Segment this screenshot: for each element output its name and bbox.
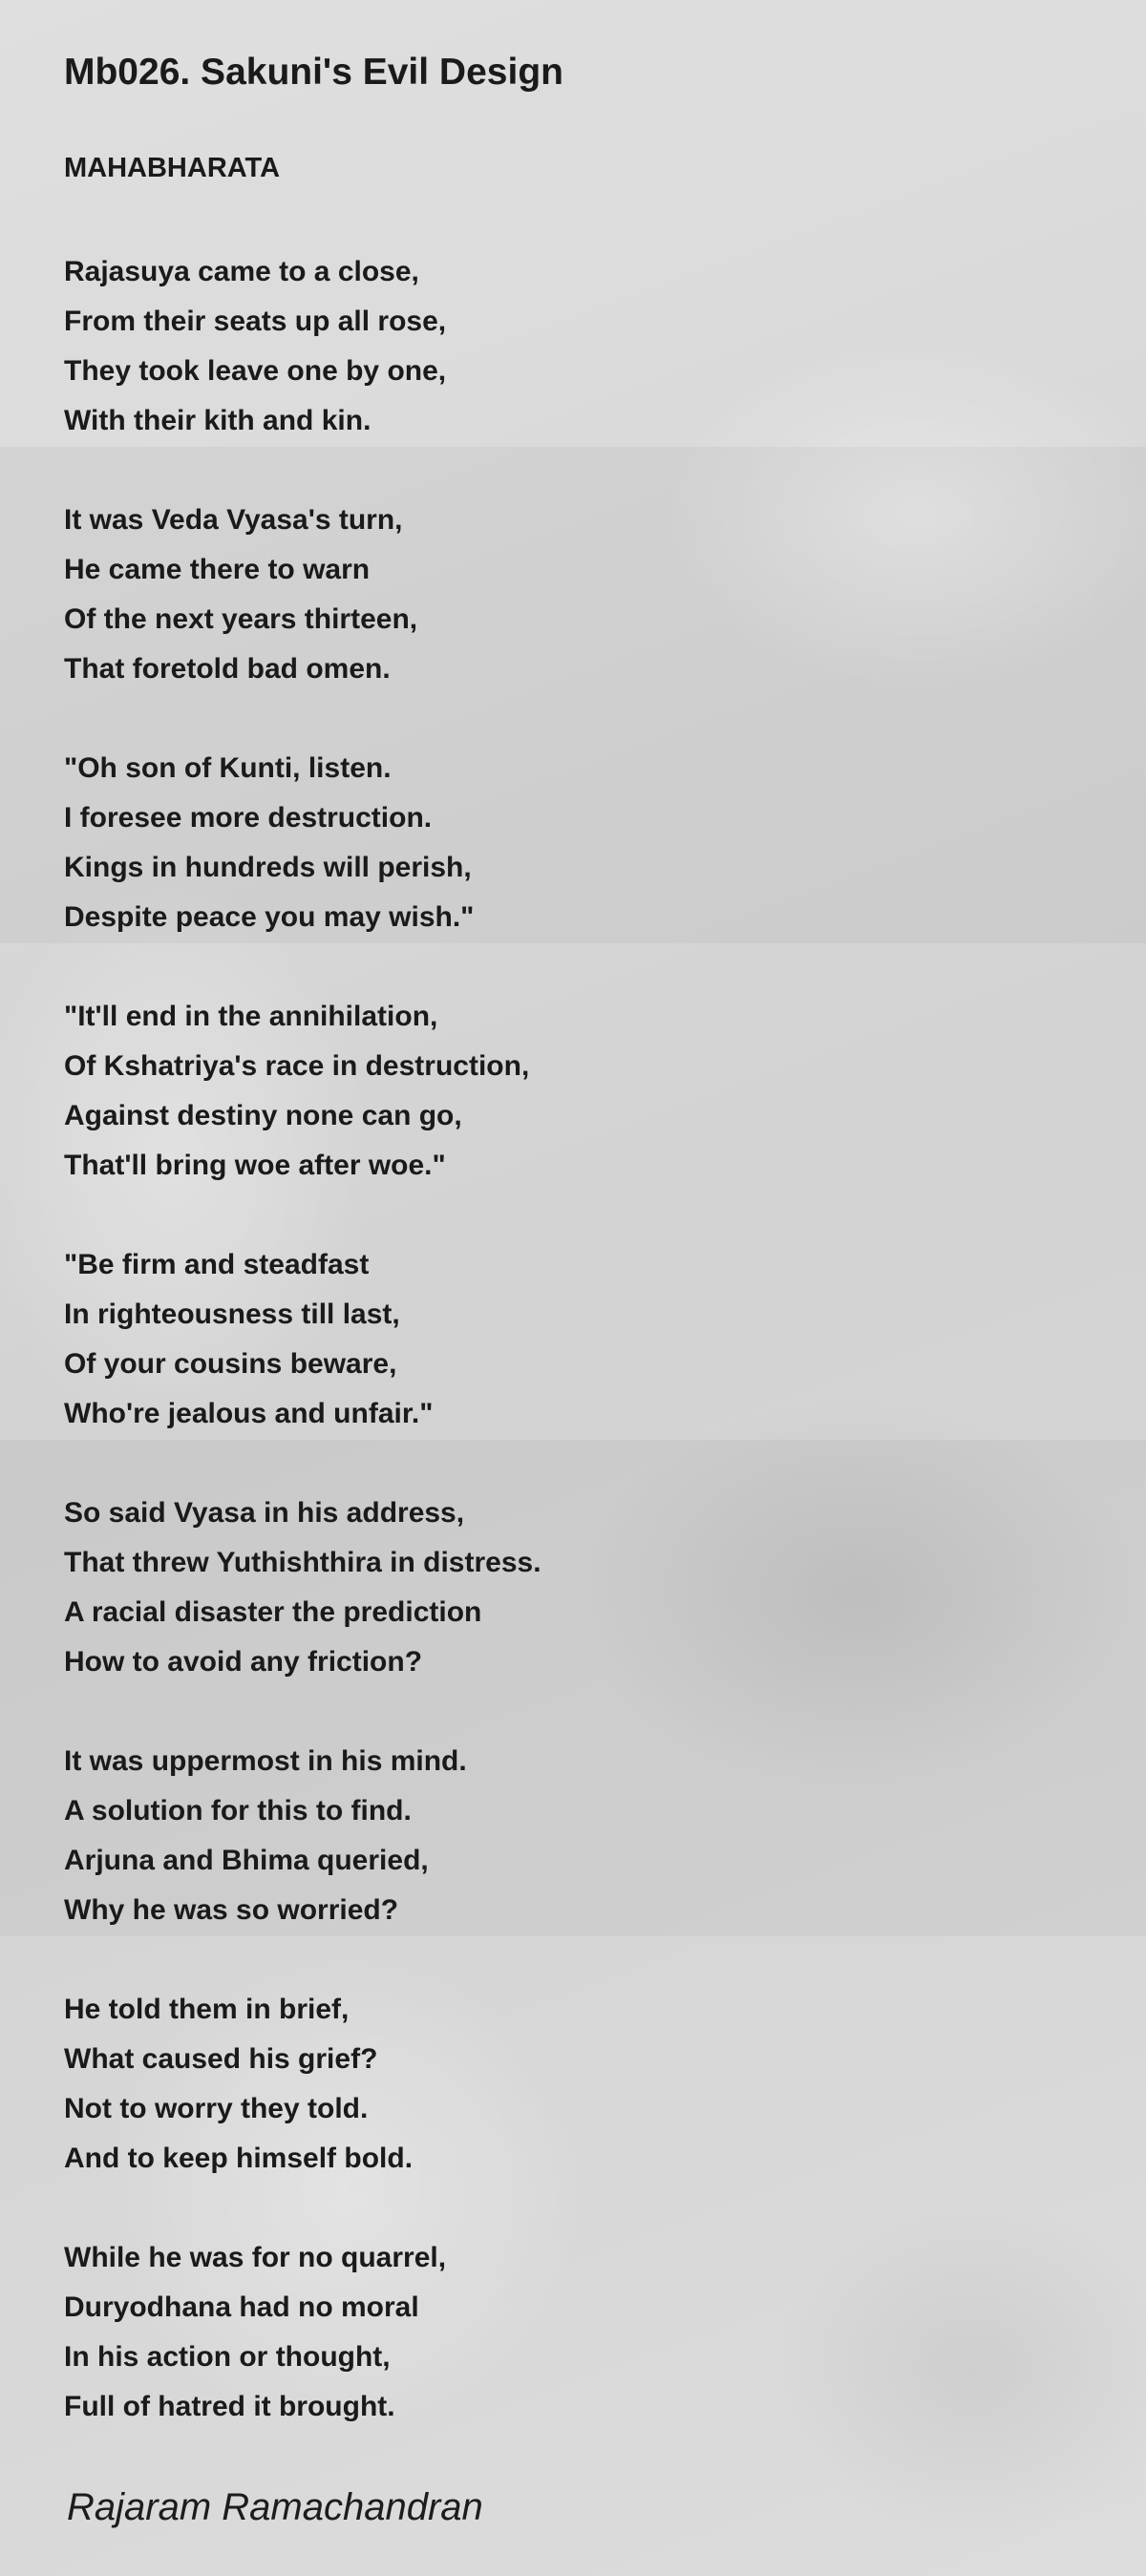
poem-line: Of Kshatriya's race in destruction, (64, 1050, 530, 1082)
poem-line: Duryodhana had no moral (64, 2291, 419, 2323)
poem-line: "Oh son of Kunti, listen. (64, 752, 392, 784)
poem-line: Not to worry they told. (64, 2093, 369, 2124)
stanza (64, 496, 541, 694)
poem-line: Arjuna and Bhima queried, (64, 1845, 429, 1876)
poem-line: He came there to warn (64, 554, 371, 585)
poem-line: I foresee more destruction. (64, 802, 433, 834)
poem-body (64, 247, 541, 2481)
poem-line: So said Vyasa in his address, (64, 1497, 465, 1529)
poem-line: Who're jealous and unfair." (64, 1398, 434, 1429)
poem-line: He told them in brief, (64, 1994, 350, 2025)
poem-line: What caused his grief? (64, 2043, 378, 2075)
stanza (64, 1985, 541, 2184)
stanza (64, 744, 541, 942)
poem-author: Rajaram Ramachandran (67, 2486, 483, 2528)
stanza (64, 992, 541, 1191)
poem-line: Full of hatred it brought. (64, 2391, 395, 2422)
poem-line: It was uppermost in his mind. (64, 1745, 467, 1777)
poem-line: Despite peace you may wish." (64, 901, 475, 933)
poem-line: Kings in hundreds will perish, (64, 852, 472, 883)
poem-line: A solution for this to find. (64, 1795, 412, 1826)
poem-line: And to keep himself bold. (64, 2143, 414, 2174)
stanza (64, 2233, 541, 2432)
poem-line: From their seats up all rose, (64, 306, 447, 337)
poem-line: How to avoid any friction? (64, 1646, 423, 1678)
stanza (64, 247, 541, 446)
poem-line: They took leave one by one, (64, 355, 447, 387)
poem-line: With their kith and kin. (64, 405, 371, 436)
poem-line: In righteousness till last, (64, 1299, 400, 1330)
poem-line: Rajasuya came to a close, (64, 256, 419, 287)
poem-line: A racial disaster the prediction (64, 1596, 482, 1628)
poem-line: Of your cousins beware, (64, 1348, 397, 1380)
poem-line: While he was for no quarrel, (64, 2242, 447, 2273)
stanza (64, 1489, 541, 1687)
poem-line: That threw Yuthishthira in distress. (64, 1547, 541, 1578)
poem-line: Against destiny none can go, (64, 1100, 462, 1131)
stanza (64, 1737, 541, 1935)
poem-line: Of the next years thirteen, (64, 603, 418, 635)
poem-line: "Be firm and steadfast (64, 1249, 370, 1280)
poem-line: Why he was so worried? (64, 1894, 399, 1926)
poem-line: "It'll end in the annihilation, (64, 1001, 438, 1032)
poem-line: In his action or thought, (64, 2341, 391, 2373)
poem-line: That'll bring woe after woe." (64, 1150, 446, 1181)
poem-line: That foretold bad omen. (64, 653, 391, 685)
poem-line: It was Veda Vyasa's turn, (64, 504, 403, 536)
stanza (64, 1240, 541, 1439)
poem-category: MAHABHARATA (64, 153, 281, 183)
poem-title: Mb026. Sakuni's Evil Design (64, 52, 563, 93)
